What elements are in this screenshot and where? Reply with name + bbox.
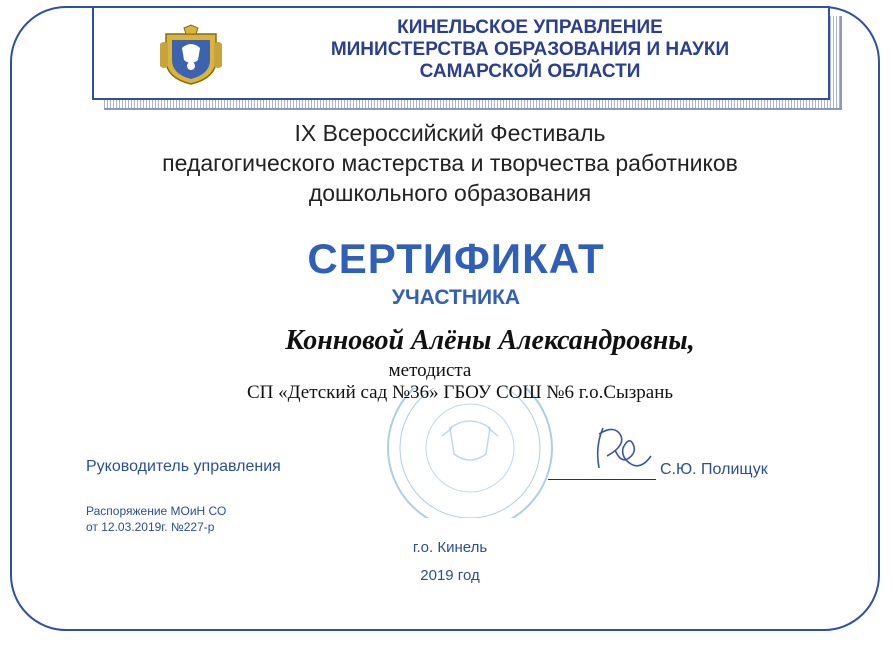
festival-line-3: дошкольного образования — [308, 180, 592, 206]
org-line-3: САМАРСКОЙ ОБЛАСТИ — [419, 61, 641, 82]
order-reference — [86, 503, 226, 535]
stamp-icon — [370, 388, 570, 518]
certificate-subtitle: УЧАСТНИКА — [391, 286, 521, 309]
year: 2019 год — [420, 567, 480, 584]
order-line-2: от 12.03.2019г. №227-р — [86, 520, 215, 534]
order-line-1: Распоряжение МОиН СО — [86, 504, 227, 518]
festival-line-2: педагогического мастерства и творчества работников — [162, 150, 738, 176]
head-title: Руководитель управления — [86, 458, 281, 475]
org-line-2: МИНИСТЕРСТВА ОБРАЗОВАНИЯ И НАУКИ — [330, 39, 730, 60]
festival-title — [120, 118, 780, 208]
head-name: С.Ю. Полищук — [660, 461, 768, 478]
festival-line-1: IX Всероссийский Фестиваль — [294, 120, 606, 146]
signature-icon — [585, 420, 665, 482]
city: г.о. Кинель — [412, 539, 488, 556]
recipient-organization: СП «Детский сад №36» ГБОУ СОШ №6 г.о.Сызрань — [246, 382, 674, 403]
emblem-icon — [158, 24, 224, 86]
recipient-position: методиста — [388, 360, 472, 381]
recipient-name: Конновой Алёны Александровны, — [285, 325, 695, 356]
org-line-1: КИНЕЛЬСКОЕ УПРАВЛЕНИЕ — [397, 17, 663, 38]
organization-header — [240, 17, 820, 83]
signature-line — [548, 479, 656, 480]
certificate-title: СЕРТИФИКАТ — [307, 235, 605, 282]
